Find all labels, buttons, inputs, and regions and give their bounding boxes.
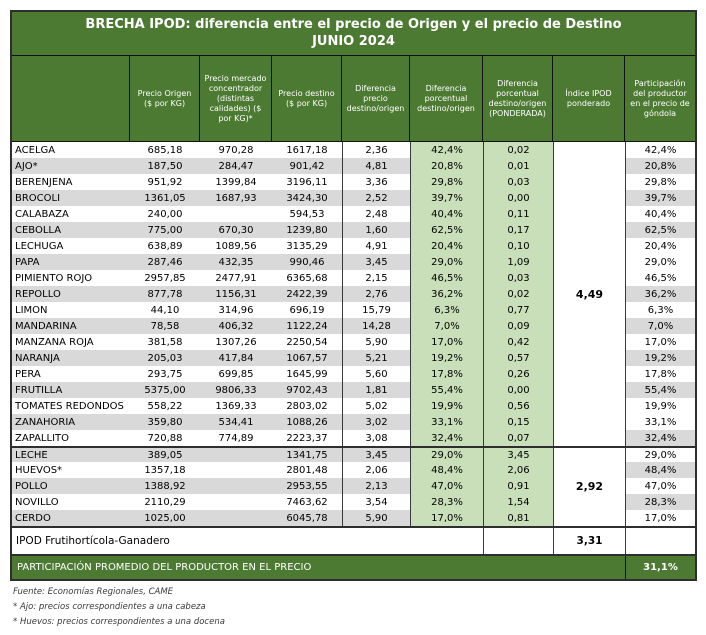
cell-precio-destino: 7463,62 <box>272 494 342 510</box>
cell-indice-ipod: 4,49 <box>553 286 625 302</box>
cell-precio-destino: 1067,57 <box>272 350 342 366</box>
cell-diferencia-precio: 2,15 <box>342 270 410 286</box>
cell-diferencia-porcentual: 7,0% <box>410 318 483 334</box>
cell-precio-mercado: 1687,93 <box>200 190 272 206</box>
cell-precio-destino: 6045,78 <box>272 510 342 526</box>
cell-diferencia-precio: 4,91 <box>342 238 410 254</box>
cell-precio-destino: 2250,54 <box>272 334 342 350</box>
cell-diferencia-porcentual: 47,0% <box>410 478 483 494</box>
cell-participacion: 32,4% <box>625 430 695 446</box>
header-precio-destino: Precio destino ($ por KG) <box>272 56 342 141</box>
cell-precio-origen: 5375,00 <box>130 382 200 398</box>
header-precio-origen: Precio Origen ($ por KG) <box>130 56 200 141</box>
table-row <box>12 254 695 270</box>
cell-diferencia-porcentual: 55,4% <box>410 382 483 398</box>
cell-product-name: CEBOLLA <box>12 222 130 238</box>
cell-product-name: FRUTILLA <box>12 382 130 398</box>
table-row <box>12 350 695 366</box>
cell-precio-destino: 3196,11 <box>272 174 342 190</box>
cell-indice-ipod <box>553 494 625 510</box>
cell-indice-ipod <box>553 334 625 350</box>
cell-participacion: 28,3% <box>625 494 695 510</box>
cell-diferencia-precio: 3,02 <box>342 414 410 430</box>
cell-indice-ipod: 2,92 <box>553 478 625 494</box>
header-precio-mercado-concentrador: Precio mercado concentrador (distintas calidades) ($ por KG)* <box>200 56 272 141</box>
cell-participacion: 36,2% <box>625 286 695 302</box>
cell-precio-mercado <box>200 206 272 222</box>
cell-precio-origen: 381,58 <box>130 334 200 350</box>
cell-product-name: MANZANA ROJA <box>12 334 130 350</box>
cell-participacion: 17,8% <box>625 366 695 382</box>
cell-diferencia-ponderada: 1,54 <box>483 494 553 510</box>
cell-diferencia-porcentual: 29,0% <box>410 448 483 462</box>
cell-diferencia-porcentual: 48,4% <box>410 462 483 478</box>
cell-diferencia-ponderada: 0,10 <box>483 238 553 254</box>
table-row <box>12 382 695 398</box>
cell-product-name: AJO* <box>12 158 130 174</box>
cell-precio-mercado: 1156,31 <box>200 286 272 302</box>
cell-diferencia-precio: 5,60 <box>342 366 410 382</box>
cell-precio-mercado: 417,84 <box>200 350 272 366</box>
cell-product-name: ZAPALLITO <box>12 430 130 446</box>
cell-precio-mercado <box>200 448 272 462</box>
table-row <box>12 446 695 462</box>
cell-indice-ipod <box>553 430 625 446</box>
cell-precio-mercado: 314,96 <box>200 302 272 318</box>
cell-precio-mercado: 670,30 <box>200 222 272 238</box>
cell-product-name: REPOLLO <box>12 286 130 302</box>
cell-diferencia-precio: 5,02 <box>342 398 410 414</box>
cell-diferencia-ponderada: 0,01 <box>483 158 553 174</box>
cell-precio-mercado: 1307,26 <box>200 334 272 350</box>
cell-precio-origen: 951,92 <box>130 174 200 190</box>
cell-indice-ipod <box>553 222 625 238</box>
table-row <box>12 174 695 190</box>
cell-diferencia-porcentual: 46,5% <box>410 270 483 286</box>
cell-precio-origen: 877,78 <box>130 286 200 302</box>
cell-participacion: 20,4% <box>625 238 695 254</box>
cell-indice-ipod <box>553 382 625 398</box>
cell-diferencia-precio: 2,13 <box>342 478 410 494</box>
cell-diferencia-precio: 5,90 <box>342 510 410 526</box>
cell-diferencia-porcentual: 17,0% <box>410 510 483 526</box>
cell-precio-destino: 2803,02 <box>272 398 342 414</box>
table-header-row <box>12 56 695 141</box>
cell-precio-mercado <box>200 462 272 478</box>
cell-precio-destino: 1341,75 <box>272 448 342 462</box>
cell-diferencia-ponderada: 0,00 <box>483 382 553 398</box>
cell-precio-mercado <box>200 478 272 494</box>
report-title <box>12 12 695 56</box>
cell-precio-origen: 720,88 <box>130 430 200 446</box>
cell-diferencia-precio: 4,81 <box>342 158 410 174</box>
cell-product-name: MANDARINA <box>12 318 130 334</box>
cell-product-name: PAPA <box>12 254 130 270</box>
cell-diferencia-porcentual: 29,0% <box>410 254 483 270</box>
cell-diferencia-porcentual: 28,3% <box>410 494 483 510</box>
cell-product-name: PIMIENTO ROJO <box>12 270 130 286</box>
cell-product-name: BERENJENA <box>12 174 130 190</box>
cell-precio-mercado: 432,35 <box>200 254 272 270</box>
cell-product-name: TOMATES REDONDOS <box>12 398 130 414</box>
cell-precio-mercado: 1399,84 <box>200 174 272 190</box>
cell-diferencia-porcentual: 33,1% <box>410 414 483 430</box>
cell-participacion: 47,0% <box>625 478 695 494</box>
cell-product-name: BROCOLI <box>12 190 130 206</box>
cell-diferencia-precio: 2,06 <box>342 462 410 478</box>
cell-precio-mercado: 284,47 <box>200 158 272 174</box>
cell-precio-origen: 1388,92 <box>130 478 200 494</box>
ipod-table <box>10 10 697 581</box>
table-row <box>12 222 695 238</box>
participation-banner-label: PARTICIPACIÓN PROMEDIO DEL PRODUCTOR EN EL PRECIO <box>17 562 312 573</box>
cell-diferencia-porcentual: 19,9% <box>410 398 483 414</box>
cell-participacion: 29,0% <box>625 254 695 270</box>
cell-precio-destino: 1617,18 <box>272 142 342 158</box>
cell-indice-ipod <box>553 414 625 430</box>
cell-diferencia-ponderada: 0,56 <box>483 398 553 414</box>
cell-precio-origen: 44,10 <box>130 302 200 318</box>
cell-participacion: 19,2% <box>625 350 695 366</box>
cell-precio-destino: 3135,29 <box>272 238 342 254</box>
cell-participacion: 42,4% <box>625 142 695 158</box>
cell-precio-origen: 1361,05 <box>130 190 200 206</box>
cell-precio-mercado <box>200 494 272 510</box>
cell-product-name: PERA <box>12 366 130 382</box>
cell-diferencia-ponderada: 0,17 <box>483 222 553 238</box>
cell-product-name: LECHUGA <box>12 238 130 254</box>
cell-diferencia-ponderada: 3,45 <box>483 448 553 462</box>
cell-precio-origen: 187,50 <box>130 158 200 174</box>
table-row <box>12 478 695 494</box>
cell-diferencia-precio: 1,81 <box>342 382 410 398</box>
cell-precio-mercado: 970,28 <box>200 142 272 158</box>
footnote-source: Fuente: Economías Regionales, CAME <box>13 587 174 597</box>
cell-product-name: CALABAZA <box>12 206 130 222</box>
cell-product-name: NOVILLO <box>12 494 130 510</box>
cell-product-name: CERDO <box>12 510 130 526</box>
cell-diferencia-precio: 2,76 <box>342 286 410 302</box>
cell-indice-ipod <box>553 398 625 414</box>
cell-diferencia-ponderada: 0,07 <box>483 430 553 446</box>
cell-participacion: 48,4% <box>625 462 695 478</box>
cell-diferencia-precio: 3,45 <box>342 254 410 270</box>
cell-diferencia-ponderada: 2,06 <box>483 462 553 478</box>
cell-diferencia-porcentual: 40,4% <box>410 206 483 222</box>
cell-diferencia-ponderada: 0,15 <box>483 414 553 430</box>
header-product <box>12 56 130 141</box>
table-row <box>12 158 695 174</box>
cell-participacion: 7,0% <box>625 318 695 334</box>
cell-diferencia-ponderada: 0,03 <box>483 270 553 286</box>
cell-diferencia-porcentual: 42,4% <box>410 142 483 158</box>
cell-participacion: 17,0% <box>625 334 695 350</box>
cell-precio-origen: 558,22 <box>130 398 200 414</box>
header-participacion: Participación del productor en el precio de góndola <box>630 78 690 118</box>
cell-diferencia-ponderada: 0,02 <box>483 142 553 158</box>
cell-diferencia-precio: 5,21 <box>342 350 410 366</box>
summary-ipod-value: 3,31 <box>553 528 625 554</box>
cell-precio-origen: 2110,29 <box>130 494 200 510</box>
cell-precio-origen: 359,80 <box>130 414 200 430</box>
table-row <box>12 318 695 334</box>
summary-label: IPOD Frutihortícola-Ganadero <box>16 535 170 547</box>
cell-precio-origen: 240,00 <box>130 206 200 222</box>
cell-diferencia-porcentual: 17,0% <box>410 334 483 350</box>
cell-participacion: 6,3% <box>625 302 695 318</box>
cell-diferencia-precio: 3,36 <box>342 174 410 190</box>
cell-precio-mercado <box>200 510 272 526</box>
cell-precio-mercado: 9806,33 <box>200 382 272 398</box>
cell-participacion: 40,4% <box>625 206 695 222</box>
cell-diferencia-ponderada: 0,57 <box>483 350 553 366</box>
cell-diferencia-ponderada: 1,09 <box>483 254 553 270</box>
cell-participacion: 46,5% <box>625 270 695 286</box>
table-row <box>12 286 695 302</box>
cell-precio-mercado: 699,85 <box>200 366 272 382</box>
cell-precio-origen: 293,75 <box>130 366 200 382</box>
table-row <box>12 206 695 222</box>
cell-indice-ipod <box>553 270 625 286</box>
cell-indice-ipod <box>553 510 625 526</box>
cell-precio-destino: 1088,26 <box>272 414 342 430</box>
cell-precio-origen: 389,05 <box>130 448 200 462</box>
cell-diferencia-precio: 2,36 <box>342 142 410 158</box>
cell-precio-destino: 9702,43 <box>272 382 342 398</box>
cell-indice-ipod <box>553 158 625 174</box>
table-row <box>12 142 695 158</box>
cell-precio-destino: 2223,37 <box>272 430 342 446</box>
footnotes <box>13 585 673 630</box>
cell-diferencia-porcentual: 39,7% <box>410 190 483 206</box>
cell-diferencia-porcentual: 20,8% <box>410 158 483 174</box>
cell-diferencia-precio: 5,90 <box>342 334 410 350</box>
cell-product-name: ZANAHORIA <box>12 414 130 430</box>
cell-precio-origen: 78,58 <box>130 318 200 334</box>
cell-precio-destino: 990,46 <box>272 254 342 270</box>
header-indice-ipod: Índice IPOD ponderado <box>553 56 625 141</box>
cell-precio-destino: 1122,24 <box>272 318 342 334</box>
cell-diferencia-precio: 3,08 <box>342 430 410 446</box>
cell-precio-mercado: 774,89 <box>200 430 272 446</box>
cell-indice-ipod <box>553 318 625 334</box>
table-row <box>12 430 695 446</box>
cell-product-name: NARANJA <box>12 350 130 366</box>
cell-diferencia-precio: 2,48 <box>342 206 410 222</box>
cell-indice-ipod <box>553 190 625 206</box>
cell-precio-destino: 594,53 <box>272 206 342 222</box>
table-row <box>12 414 695 430</box>
cell-precio-mercado: 534,41 <box>200 414 272 430</box>
summary-row <box>12 526 695 554</box>
table-row <box>12 190 695 206</box>
cell-product-name: HUEVOS* <box>12 462 130 478</box>
cell-participacion: 62,5% <box>625 222 695 238</box>
summary-empty-cell <box>483 528 553 554</box>
cell-precio-destino: 1239,80 <box>272 222 342 238</box>
cell-diferencia-ponderada: 0,09 <box>483 318 553 334</box>
header-diferencia-precio: Diferencia precio destino/origen <box>342 56 410 141</box>
footnote-huevos: * Huevos: precios correspondientes a una docena <box>13 617 225 627</box>
header-diferencia-ponderada: Diferencia porcentual destino/origen (PONDERADA) <box>483 56 553 141</box>
report-title-line1: BRECHA IPOD: diferencia entre el precio de Origen y el precio de Destino <box>85 17 622 32</box>
cell-precio-origen: 2957,85 <box>130 270 200 286</box>
cell-participacion: 29,0% <box>625 448 695 462</box>
cell-precio-origen: 638,89 <box>130 238 200 254</box>
cell-diferencia-ponderada: 0,81 <box>483 510 553 526</box>
table-row <box>12 270 695 286</box>
cell-diferencia-porcentual: 62,5% <box>410 222 483 238</box>
header-diferencia-porcentual: Diferencia porcentual destino/origen <box>410 56 483 141</box>
participation-banner-value: 31,1% <box>625 556 695 579</box>
cell-product-name: LECHE <box>12 448 130 462</box>
cell-diferencia-ponderada: 0,91 <box>483 478 553 494</box>
cell-diferencia-porcentual: 17,8% <box>410 366 483 382</box>
cell-precio-origen: 775,00 <box>130 222 200 238</box>
cell-diferencia-porcentual: 19,2% <box>410 350 483 366</box>
cell-indice-ipod <box>553 254 625 270</box>
cell-precio-mercado: 1369,33 <box>200 398 272 414</box>
cell-precio-destino: 2801,48 <box>272 462 342 478</box>
cell-precio-origen: 685,18 <box>130 142 200 158</box>
cell-diferencia-porcentual: 36,2% <box>410 286 483 302</box>
cell-diferencia-precio: 3,45 <box>342 448 410 462</box>
cell-precio-destino: 696,19 <box>272 302 342 318</box>
cell-precio-destino: 2953,55 <box>272 478 342 494</box>
cell-precio-origen: 1357,18 <box>130 462 200 478</box>
cell-precio-origen: 287,46 <box>130 254 200 270</box>
cell-diferencia-precio: 3,54 <box>342 494 410 510</box>
cell-precio-mercado: 1089,56 <box>200 238 272 254</box>
cell-diferencia-ponderada: 0,11 <box>483 206 553 222</box>
cell-diferencia-precio: 2,52 <box>342 190 410 206</box>
cell-indice-ipod <box>553 174 625 190</box>
cell-diferencia-porcentual: 32,4% <box>410 430 483 446</box>
cell-precio-mercado: 2477,91 <box>200 270 272 286</box>
cell-precio-destino: 1645,99 <box>272 366 342 382</box>
cell-diferencia-precio: 14,28 <box>342 318 410 334</box>
cell-product-name: POLLO <box>12 478 130 494</box>
cell-diferencia-ponderada: 0,77 <box>483 302 553 318</box>
cell-diferencia-porcentual: 29,8% <box>410 174 483 190</box>
cell-diferencia-precio: 15,79 <box>342 302 410 318</box>
cell-diferencia-ponderada: 0,03 <box>483 174 553 190</box>
cell-indice-ipod <box>553 238 625 254</box>
cell-indice-ipod <box>553 462 625 478</box>
cell-indice-ipod <box>553 142 625 158</box>
cell-indice-ipod <box>553 448 625 462</box>
table-row <box>12 302 695 318</box>
summary-empty-cell-2 <box>625 528 695 554</box>
cell-indice-ipod <box>553 366 625 382</box>
cell-precio-origen: 205,03 <box>130 350 200 366</box>
cell-diferencia-precio: 1,60 <box>342 222 410 238</box>
cell-indice-ipod <box>553 350 625 366</box>
table-body <box>12 141 695 526</box>
table-row <box>12 334 695 350</box>
cell-product-name: ACELGA <box>12 142 130 158</box>
table-row <box>12 510 695 526</box>
cell-precio-destino: 6365,68 <box>272 270 342 286</box>
cell-participacion: 19,9% <box>625 398 695 414</box>
cell-diferencia-porcentual: 20,4% <box>410 238 483 254</box>
cell-indice-ipod <box>553 302 625 318</box>
cell-participacion: 29,8% <box>625 174 695 190</box>
cell-indice-ipod <box>553 206 625 222</box>
cell-precio-mercado: 406,32 <box>200 318 272 334</box>
cell-diferencia-ponderada: 0,42 <box>483 334 553 350</box>
cell-precio-destino: 901,42 <box>272 158 342 174</box>
cell-diferencia-ponderada: 0,00 <box>483 190 553 206</box>
participation-banner <box>12 554 695 579</box>
cell-participacion: 17,0% <box>625 510 695 526</box>
table-row <box>12 462 695 478</box>
cell-diferencia-ponderada: 0,26 <box>483 366 553 382</box>
cell-precio-origen: 1025,00 <box>130 510 200 526</box>
cell-participacion: 39,7% <box>625 190 695 206</box>
cell-participacion: 33,1% <box>625 414 695 430</box>
cell-diferencia-ponderada: 0,02 <box>483 286 553 302</box>
table-row <box>12 494 695 510</box>
cell-participacion: 55,4% <box>625 382 695 398</box>
cell-precio-destino: 2422,39 <box>272 286 342 302</box>
table-row <box>12 398 695 414</box>
table-row <box>12 366 695 382</box>
cell-precio-destino: 3424,30 <box>272 190 342 206</box>
footnote-ajo: * Ajo: precios correspondientes a una cabeza <box>13 602 206 612</box>
cell-participacion: 20,8% <box>625 158 695 174</box>
cell-product-name: LIMON <box>12 302 130 318</box>
cell-diferencia-porcentual: 6,3% <box>410 302 483 318</box>
report-title-line2: JUNIO 2024 <box>312 34 395 49</box>
table-row <box>12 238 695 254</box>
